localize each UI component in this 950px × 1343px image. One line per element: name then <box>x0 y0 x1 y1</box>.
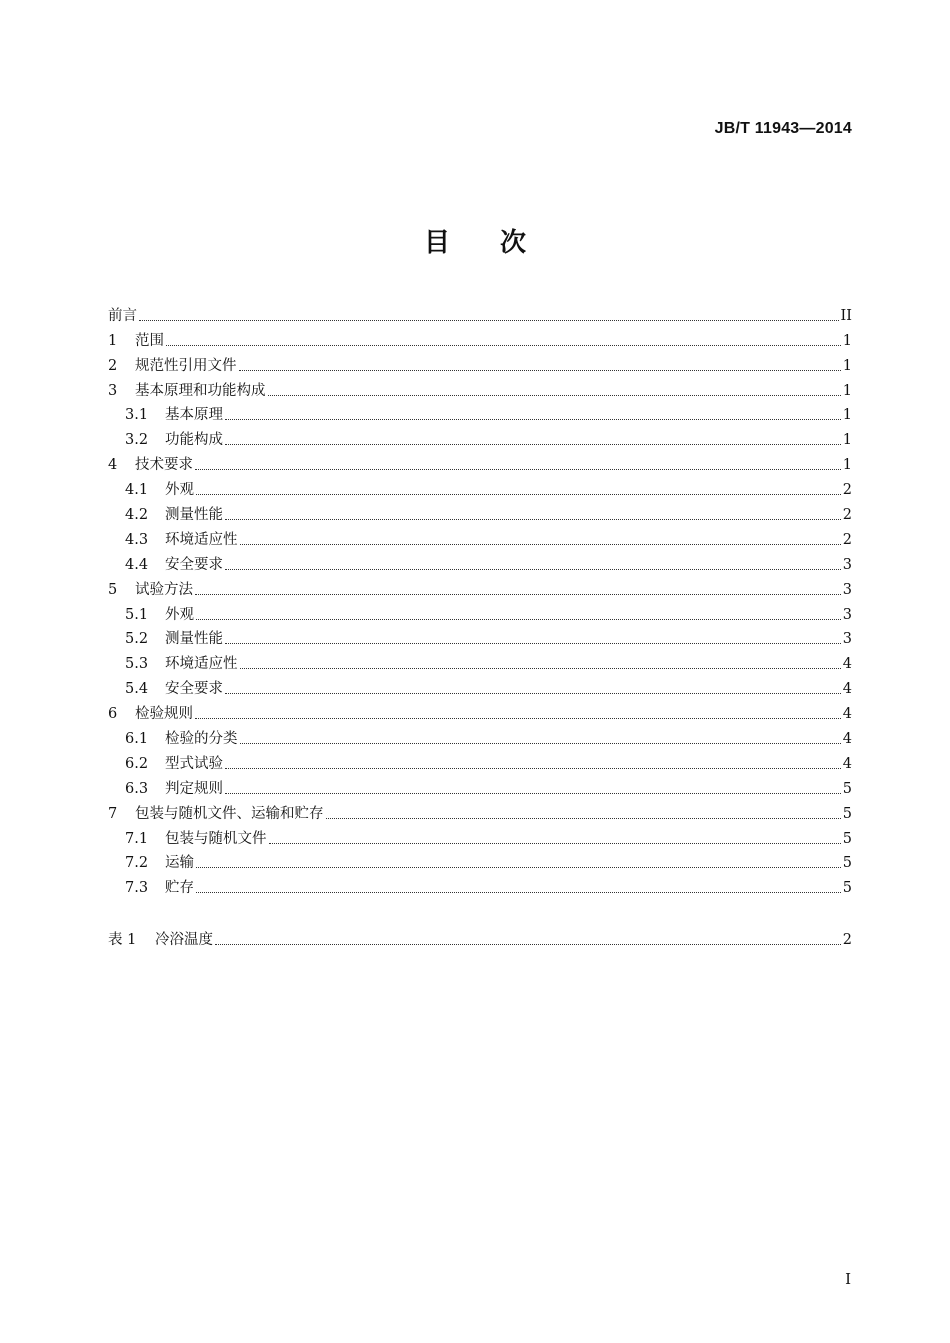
toc-label: 外观 <box>165 606 194 623</box>
toc-entry-4-4[interactable] <box>108 549 852 574</box>
toc-entry-3[interactable] <box>108 375 852 400</box>
toc-leader <box>195 717 841 719</box>
toc-page: II <box>840 307 852 324</box>
toc-page: 1 <box>842 407 852 424</box>
toc-number: 4.1 <box>125 482 149 499</box>
toc-number: 3.1 <box>125 407 149 424</box>
toc-page: 5 <box>842 880 852 897</box>
toc-number: 5.1 <box>125 606 149 623</box>
toc-entry-4-1[interactable] <box>108 474 852 499</box>
toc-page: 5 <box>842 830 852 847</box>
toc-leader <box>195 593 841 595</box>
toc-page: 1 <box>842 457 852 474</box>
toc-label: 范围 <box>135 332 164 349</box>
toc-label: 前言 <box>108 307 137 324</box>
toc-label: 包装与随机文件 <box>165 830 267 847</box>
toc-label: 型式试验 <box>165 755 223 772</box>
toc-leader <box>196 493 841 495</box>
toc-number: 4.4 <box>125 556 149 573</box>
toc-page: 4 <box>842 656 852 673</box>
toc-number: 表 1 <box>108 932 137 949</box>
table-of-contents <box>108 300 852 949</box>
toc-entry-6-2[interactable] <box>108 748 852 773</box>
toc-label: 贮存 <box>165 880 194 897</box>
toc-entry-5-1[interactable] <box>108 599 852 624</box>
toc-label: 外观 <box>165 482 194 499</box>
toc-label: 测量性能 <box>165 507 223 524</box>
toc-number: 6 <box>108 706 118 723</box>
toc-page: 2 <box>842 482 852 499</box>
toc-number: 5 <box>108 581 118 598</box>
toc-entry-2[interactable] <box>108 350 852 375</box>
toc-label: 冷浴温度 <box>155 932 213 949</box>
toc-label: 基本原理和功能构成 <box>135 382 266 399</box>
toc-page: 5 <box>842 855 852 872</box>
toc-page: 4 <box>842 731 852 748</box>
toc-page: 3 <box>842 606 852 623</box>
toc-label: 功能构成 <box>165 432 223 449</box>
toc-label: 试验方法 <box>135 581 193 598</box>
toc-leader <box>196 891 841 893</box>
toc-number: 6.2 <box>125 755 149 772</box>
toc-entry-5-2[interactable] <box>108 624 852 649</box>
toc-entry-7-3[interactable] <box>108 872 852 897</box>
toc-label: 规范性引用文件 <box>135 357 237 374</box>
toc-number: 7.2 <box>125 855 149 872</box>
toc-entry-7-1[interactable] <box>108 823 852 848</box>
toc-number: 4.2 <box>125 507 149 524</box>
toc-page: 5 <box>842 805 852 822</box>
toc-leader <box>139 319 839 321</box>
toc-leader <box>269 842 841 844</box>
toc-entry-4-2[interactable] <box>108 499 852 524</box>
toc-label: 基本原理 <box>165 407 223 424</box>
toc-leader <box>166 344 841 346</box>
toc-number: 1 <box>108 332 118 349</box>
toc-entry-5-3[interactable] <box>108 648 852 673</box>
toc-page: 4 <box>842 681 852 698</box>
toc-leader <box>326 817 841 819</box>
toc-page: 1 <box>842 382 852 399</box>
toc-page: 4 <box>842 755 852 772</box>
toc-spacer <box>108 897 852 924</box>
toc-entry-table-1[interactable] <box>108 924 852 949</box>
toc-leader <box>196 866 841 868</box>
toc-label: 环境适应性 <box>165 531 238 548</box>
toc-leader <box>239 369 841 371</box>
page-number: I <box>845 1270 851 1288</box>
toc-page: 2 <box>842 507 852 524</box>
page-title: 目次 <box>423 228 576 258</box>
toc-page: 1 <box>842 357 852 374</box>
toc-label: 运输 <box>165 855 194 872</box>
toc-leader <box>195 468 841 470</box>
toc-leader <box>196 618 841 620</box>
toc-entry-6-1[interactable] <box>108 723 852 748</box>
toc-label: 测量性能 <box>165 631 223 648</box>
toc-entry-7-2[interactable] <box>108 848 852 873</box>
toc-entry-4[interactable] <box>108 449 852 474</box>
toc-page: 1 <box>842 432 852 449</box>
toc-leader <box>240 667 841 669</box>
toc-entry-4-3[interactable] <box>108 524 852 549</box>
toc-leader <box>225 792 841 794</box>
toc-entry-3-1[interactable] <box>108 400 852 425</box>
toc-number: 7.1 <box>125 830 149 847</box>
toc-number: 5.2 <box>125 631 149 648</box>
toc-label: 安全要求 <box>165 681 223 698</box>
toc-page: 1 <box>842 332 852 349</box>
toc-leader <box>225 692 841 694</box>
toc-number: 6.3 <box>125 780 149 797</box>
toc-leader <box>215 943 841 945</box>
toc-label: 检验规则 <box>135 706 193 723</box>
toc-leader <box>240 543 841 545</box>
toc-leader <box>225 418 841 420</box>
toc-entry-6-3[interactable] <box>108 773 852 798</box>
toc-label: 安全要求 <box>165 556 223 573</box>
toc-number: 5.4 <box>125 681 149 698</box>
toc-leader <box>268 394 841 396</box>
toc-number: 7 <box>108 805 118 822</box>
toc-number: 3.2 <box>125 432 149 449</box>
toc-leader <box>225 568 841 570</box>
toc-leader <box>225 642 841 644</box>
toc-leader <box>225 443 841 445</box>
toc-page: 4 <box>842 706 852 723</box>
toc-number: 2 <box>108 357 118 374</box>
toc-leader <box>225 518 841 520</box>
toc-page: 2 <box>842 932 852 949</box>
toc-number: 6.1 <box>125 731 149 748</box>
toc-leader <box>240 742 841 744</box>
toc-entry-5[interactable] <box>108 574 852 599</box>
toc-page: 2 <box>842 531 852 548</box>
toc-entry-1[interactable] <box>108 325 852 350</box>
toc-page: 3 <box>842 581 852 598</box>
toc-label: 包装与随机文件、运输和贮存 <box>135 805 324 822</box>
toc-leader <box>225 767 841 769</box>
toc-entry-foreword[interactable] <box>108 300 852 325</box>
toc-label: 环境适应性 <box>165 656 238 673</box>
standard-number: JB/T 11943—2014 <box>714 120 852 137</box>
toc-number: 4 <box>108 457 118 474</box>
toc-entry-7[interactable] <box>108 798 852 823</box>
toc-number: 4.3 <box>125 531 149 548</box>
toc-label: 技术要求 <box>135 457 193 474</box>
toc-number: 7.3 <box>125 880 149 897</box>
toc-page: 3 <box>842 631 852 648</box>
toc-number: 5.3 <box>125 656 149 673</box>
toc-label: 判定规则 <box>165 780 223 797</box>
toc-entry-5-4[interactable] <box>108 673 852 698</box>
toc-label: 检验的分类 <box>165 731 238 748</box>
toc-entry-6[interactable] <box>108 698 852 723</box>
toc-number: 3 <box>108 382 118 399</box>
toc-entry-3-2[interactable] <box>108 424 852 449</box>
toc-page: 3 <box>842 556 852 573</box>
toc-page: 5 <box>842 780 852 797</box>
